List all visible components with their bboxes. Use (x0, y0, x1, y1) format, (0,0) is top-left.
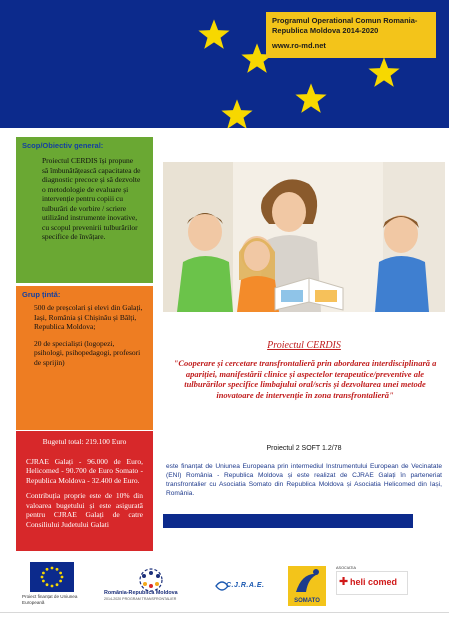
cjrae-logo-text: C.J.R.A.E. (226, 582, 265, 589)
star-icon (367, 56, 401, 90)
romania-moldova-subcaption: 2014-2020 PROGRAM TRANSFRONTALIER (104, 597, 177, 601)
somato-figure-icon (288, 566, 326, 598)
project-code: Proiectul 2 SOFT 1.2/78 (266, 445, 342, 452)
program-info-box (266, 12, 436, 58)
target-group-item: 500 de preșcolari și elevi din Galați, Iași, România și Chișinău și Bălți, Republica Moldova; (34, 303, 143, 331)
somato-logo-text: SOMATO (294, 598, 320, 604)
eu-logo-caption: Proiect finanțat de Uniunea Europeană (22, 594, 78, 605)
star-icon (197, 18, 231, 52)
target-group-item: 20 de specialiști (logopezi, psihologi, psihopedagogi, profesori de sprijin) (34, 338, 141, 367)
helicomed-association-label: ASOCIATIA (336, 566, 356, 570)
bottom-border (0, 612, 449, 613)
children-reading-illustration (163, 162, 445, 312)
objective-heading: Scop/Obiectiv general: (22, 141, 104, 150)
budget-total: Bugetul total: 219.100 Euro (42, 437, 127, 446)
budget-contribution: Contribuția proprie este de 10% din valoarea bugetului și este asigurată pentru CJRAE Galați de catre Consiliului Judetului Galati (26, 491, 143, 529)
blue-divider-bar (163, 514, 413, 528)
helicomed-logo-text: heli comed (350, 577, 398, 587)
star-icon (220, 98, 254, 128)
children-reading-photo (163, 162, 445, 312)
eu-flag-logo (30, 562, 74, 592)
eu-stars-icon (30, 562, 74, 592)
people-circle-icon (112, 566, 190, 592)
budget-breakdown: CJRAE Galați - 96.000 de Euro, Helicomed - 90.700 de Euro Somato - Republica Moldova - 32.400 de Euro. (26, 456, 143, 485)
objective-text: Proiectul CERDIS își propune să îmbunătățească capacitatea de diagnostic precoce și să dezvolte o metodologie de evaluare și intervenție pentru copiii cu tulburări de vorbire / scriere utilizând instrumente inovative, cu scopul prevenirii tulburărilor specifice de învățare. (42, 156, 141, 241)
target-group-box (16, 286, 153, 430)
target-group-heading: Grup țintă: (22, 290, 61, 299)
medical-cross-icon: ✚ (339, 575, 349, 588)
program-name-line2: Republica Moldova 2014-2020 (272, 26, 379, 35)
program-website: www.ro-md.net (272, 41, 326, 50)
program-name-line1: Programul Operational Comun Romania- (272, 16, 418, 25)
romania-moldova-logo (112, 566, 190, 592)
funding-statement: este finanțat de Uniunea Europeana prin intermediul Instrumentului European de Vecinatate (ENI) România - Republica Moldova și este realizat de CJRAE Galați în parteneriat transfrontalier cu Asociatia Somato din Republica Moldova și Asociatia Helicomed din Iași, România. (166, 463, 442, 497)
star-icon (294, 82, 328, 116)
budget-box (16, 431, 153, 551)
project-description: "Cooperare și cercetare transfrontalieră prin abordarea interdisciplinară a apariției, manifestării clinice și aspectelor terapeutice/preventive ale tulburărilor specifice limbajului oral/scris și dezvoltarea unei metode inovatoare de intervenție în zona transfrontalieră" (173, 358, 437, 400)
project-title: Proiectul CERDIS (267, 340, 341, 351)
romania-moldova-caption: România-Republica Moldova (104, 590, 178, 596)
objective-box (16, 137, 153, 283)
